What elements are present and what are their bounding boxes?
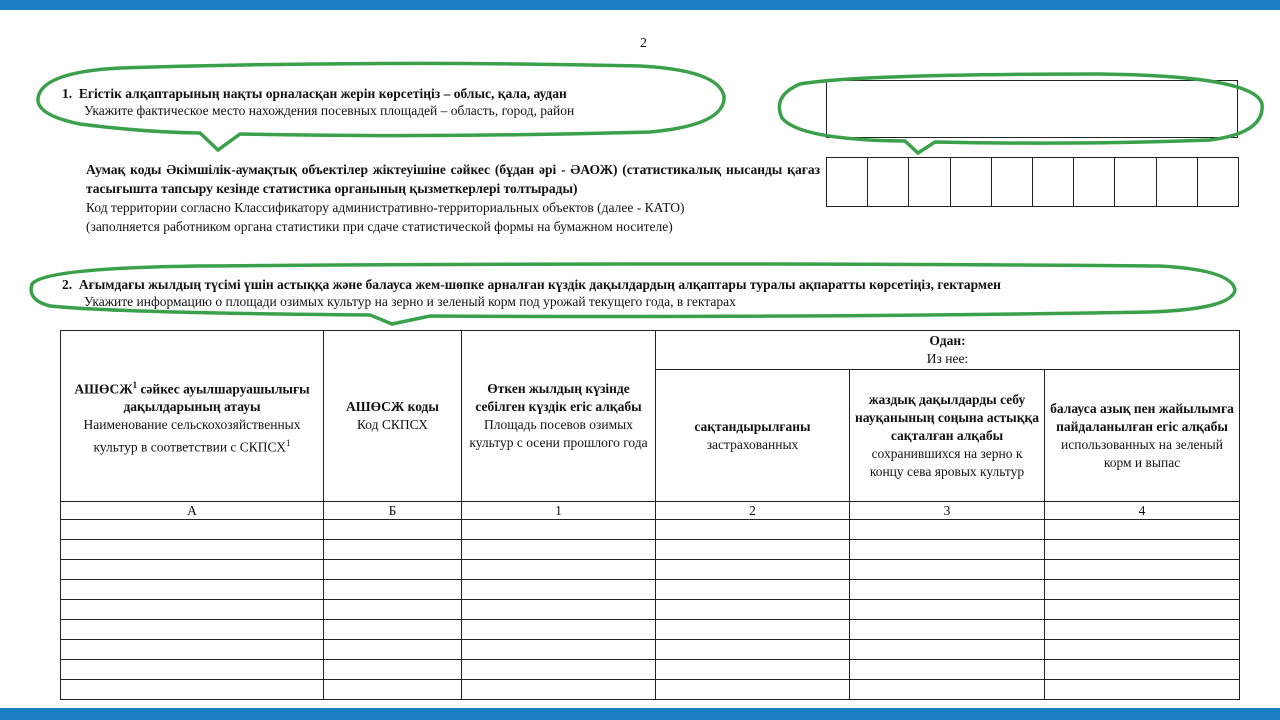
table-cell[interactable] — [656, 580, 850, 600]
table-row — [61, 600, 1240, 620]
table-cell[interactable] — [850, 640, 1045, 660]
header-crop-name-ru: Наименование сельскохозяйственных культур в соответствии с СКПСХ — [83, 417, 301, 455]
question-1-kz — [62, 85, 574, 102]
column-numbering-row — [61, 502, 1240, 520]
table-cell[interactable] — [850, 580, 1045, 600]
kato-digit-box[interactable] — [951, 158, 992, 206]
header-col-3 — [850, 370, 1045, 502]
table-cell[interactable] — [462, 620, 656, 640]
footnote-marker: 1 — [285, 438, 291, 448]
header-group-ru: Из нее: — [926, 351, 969, 366]
kato-digit-box[interactable] — [1198, 158, 1238, 206]
table-row — [61, 580, 1240, 600]
top-frame-bar — [0, 0, 1280, 10]
table-cell[interactable] — [462, 540, 656, 560]
table-cell[interactable] — [61, 680, 324, 700]
table-cell[interactable] — [656, 540, 850, 560]
table-cell[interactable] — [1045, 680, 1240, 700]
territory-code-ru: Код территории согласно Классификатору административно-территориальных объектов (далее - КАТО) — [86, 200, 685, 215]
table-cell[interactable] — [61, 540, 324, 560]
table-body — [61, 520, 1240, 700]
table-cell[interactable] — [850, 560, 1045, 580]
location-input-box[interactable] — [826, 80, 1238, 138]
table-cell[interactable] — [1045, 520, 1240, 540]
table-cell[interactable] — [61, 640, 324, 660]
header-code-ru: Код СКПСХ — [356, 417, 429, 432]
table-cell[interactable] — [1045, 560, 1240, 580]
table-row — [61, 620, 1240, 640]
table-cell[interactable] — [462, 640, 656, 660]
table-cell[interactable] — [850, 620, 1045, 640]
table-row — [61, 640, 1240, 660]
table-cell[interactable] — [656, 600, 850, 620]
kato-digit-box[interactable] — [827, 158, 868, 206]
header-col-4-kz: балауса азық пен жайылымға пайдаланылған егіс алқабы — [1050, 400, 1234, 434]
table-cell[interactable] — [324, 560, 462, 580]
header-col-4 — [1045, 370, 1240, 502]
header-crop-name-kz-2: сәйкес ауылшаруашылығы дақылдарының атауы — [123, 381, 310, 414]
footnote-marker: 1 — [132, 379, 138, 390]
table-cell[interactable] — [462, 680, 656, 700]
table-row — [61, 680, 1240, 700]
header-col-2 — [656, 370, 850, 502]
table-cell[interactable] — [324, 660, 462, 680]
table-cell[interactable] — [1045, 580, 1240, 600]
table-cell[interactable] — [1045, 640, 1240, 660]
header-crop-name-kz: АШӨСЖ — [74, 381, 133, 396]
table-cell[interactable] — [324, 680, 462, 700]
table-cell[interactable] — [61, 660, 324, 680]
table-row — [61, 660, 1240, 680]
kato-digit-box[interactable] — [1074, 158, 1115, 206]
header-col-3-ru: сохранившихся на зерно к концу сева яровых культур — [869, 445, 1025, 479]
question-2-kz — [62, 276, 1222, 293]
table-cell[interactable] — [462, 520, 656, 540]
header-code — [324, 331, 462, 502]
table-cell[interactable] — [324, 520, 462, 540]
header-group-kz: Одан: — [929, 333, 966, 348]
header-group-of-which — [656, 331, 1240, 370]
page-number: 2 — [640, 36, 647, 51]
column-number: 3 — [850, 502, 1045, 520]
table-cell[interactable] — [324, 600, 462, 620]
question-2-kz-text: Ағымдағы жылдың түсімі үшін астыққа және балауса жем-шөпке арналған күздік дақылдардың алқаптары туралы ақпаратты көрсетіңіз, гектармен — [78, 277, 1001, 292]
header-col-1-kz: Өткен жылдың күзінде себілген күздік егіс алқабы — [475, 381, 642, 414]
winter-crops-table — [60, 330, 1240, 700]
table-cell[interactable] — [656, 620, 850, 640]
territory-code-kz: Аумақ коды Әкімшілік-аумақтық объектілер жіктеуішіне сәйкес (бұдан әрі - ӘАОЖ) (статистикалық нысанды қағаз тасығышта тапсыру кезінде статистика органының қызметкерлері толтырады) — [86, 162, 820, 196]
question-2-ru: Укажите информацию о площади озимых культур на зерно и зеленый корм под урожай текущего года, в гектарах — [84, 294, 736, 309]
table-cell[interactable] — [1045, 540, 1240, 560]
table-cell[interactable] — [61, 580, 324, 600]
table-cell[interactable] — [61, 520, 324, 540]
question-1-kz-text: Егістік алқаптарының нақты орналасқан жерін көрсетіңіз – облыс, қала, аудан — [78, 86, 567, 101]
table-cell[interactable] — [462, 660, 656, 680]
header-col-4-ru: использованных на зеленый корм и выпас — [1061, 436, 1223, 470]
question-2 — [62, 276, 1222, 310]
table-cell[interactable] — [850, 540, 1045, 560]
table-cell[interactable] — [462, 600, 656, 620]
table-cell[interactable] — [1045, 600, 1240, 620]
question-1-number: 1. — [62, 86, 73, 101]
table-cell[interactable] — [656, 680, 850, 700]
header-code-kz: АШӨСЖ коды — [346, 399, 439, 414]
table-cell[interactable] — [324, 640, 462, 660]
header-col-2-kz: сақтандырылғаны — [694, 418, 811, 434]
table-row — [61, 520, 1240, 540]
header-col-1-ru: Площадь посевов озимых культур с осени прошлого года — [469, 417, 648, 450]
kato-digit-box[interactable] — [868, 158, 909, 206]
column-number: А — [61, 502, 324, 520]
column-number: 1 — [462, 502, 656, 520]
table-cell[interactable] — [850, 660, 1045, 680]
bottom-frame-bar — [0, 708, 1280, 720]
question-2-number: 2. — [62, 277, 73, 292]
table-cell[interactable] — [850, 520, 1045, 540]
kato-digit-box[interactable] — [909, 158, 950, 206]
table-cell[interactable] — [61, 600, 324, 620]
kato-digit-box[interactable] — [1115, 158, 1156, 206]
table-cell[interactable] — [850, 600, 1045, 620]
table-cell[interactable] — [324, 580, 462, 600]
table-cell[interactable] — [850, 680, 1045, 700]
table-cell[interactable] — [61, 620, 324, 640]
table-cell[interactable] — [656, 660, 850, 680]
column-number: Б — [324, 502, 462, 520]
table-cell[interactable] — [324, 620, 462, 640]
table-cell[interactable] — [462, 580, 656, 600]
header-col-3-kz: жаздық дақылдарды себу науқанының соңына астыққа сақталған алқабы — [854, 391, 1040, 443]
question-1-ru: Укажите фактическое место нахождения посевных площадей – область, город, район — [84, 103, 575, 118]
table-cell[interactable] — [656, 560, 850, 580]
header-col-1 — [462, 331, 656, 502]
table-cell[interactable] — [61, 560, 324, 580]
column-number: 2 — [656, 502, 850, 520]
kato-digit-box[interactable] — [1033, 158, 1074, 206]
header-crop-name — [61, 331, 324, 502]
kato-code-boxes[interactable] — [826, 157, 1239, 207]
territory-code-block — [86, 160, 820, 236]
table-cell[interactable] — [324, 540, 462, 560]
header-col-2-ru: застрахованных — [706, 436, 799, 452]
table-row — [61, 560, 1240, 580]
table-cell[interactable] — [1045, 660, 1240, 680]
territory-code-note-ru: (заполняется работником органа статистики при сдаче статистической формы на бумажном носителе) — [86, 219, 673, 234]
table-cell[interactable] — [1045, 620, 1240, 640]
table-cell[interactable] — [462, 560, 656, 580]
table-cell[interactable] — [656, 520, 850, 540]
table-cell[interactable] — [656, 640, 850, 660]
table-row — [61, 540, 1240, 560]
kato-digit-box[interactable] — [1157, 158, 1198, 206]
kato-digit-box[interactable] — [992, 158, 1033, 206]
question-1 — [62, 85, 574, 119]
column-number: 4 — [1045, 502, 1240, 520]
